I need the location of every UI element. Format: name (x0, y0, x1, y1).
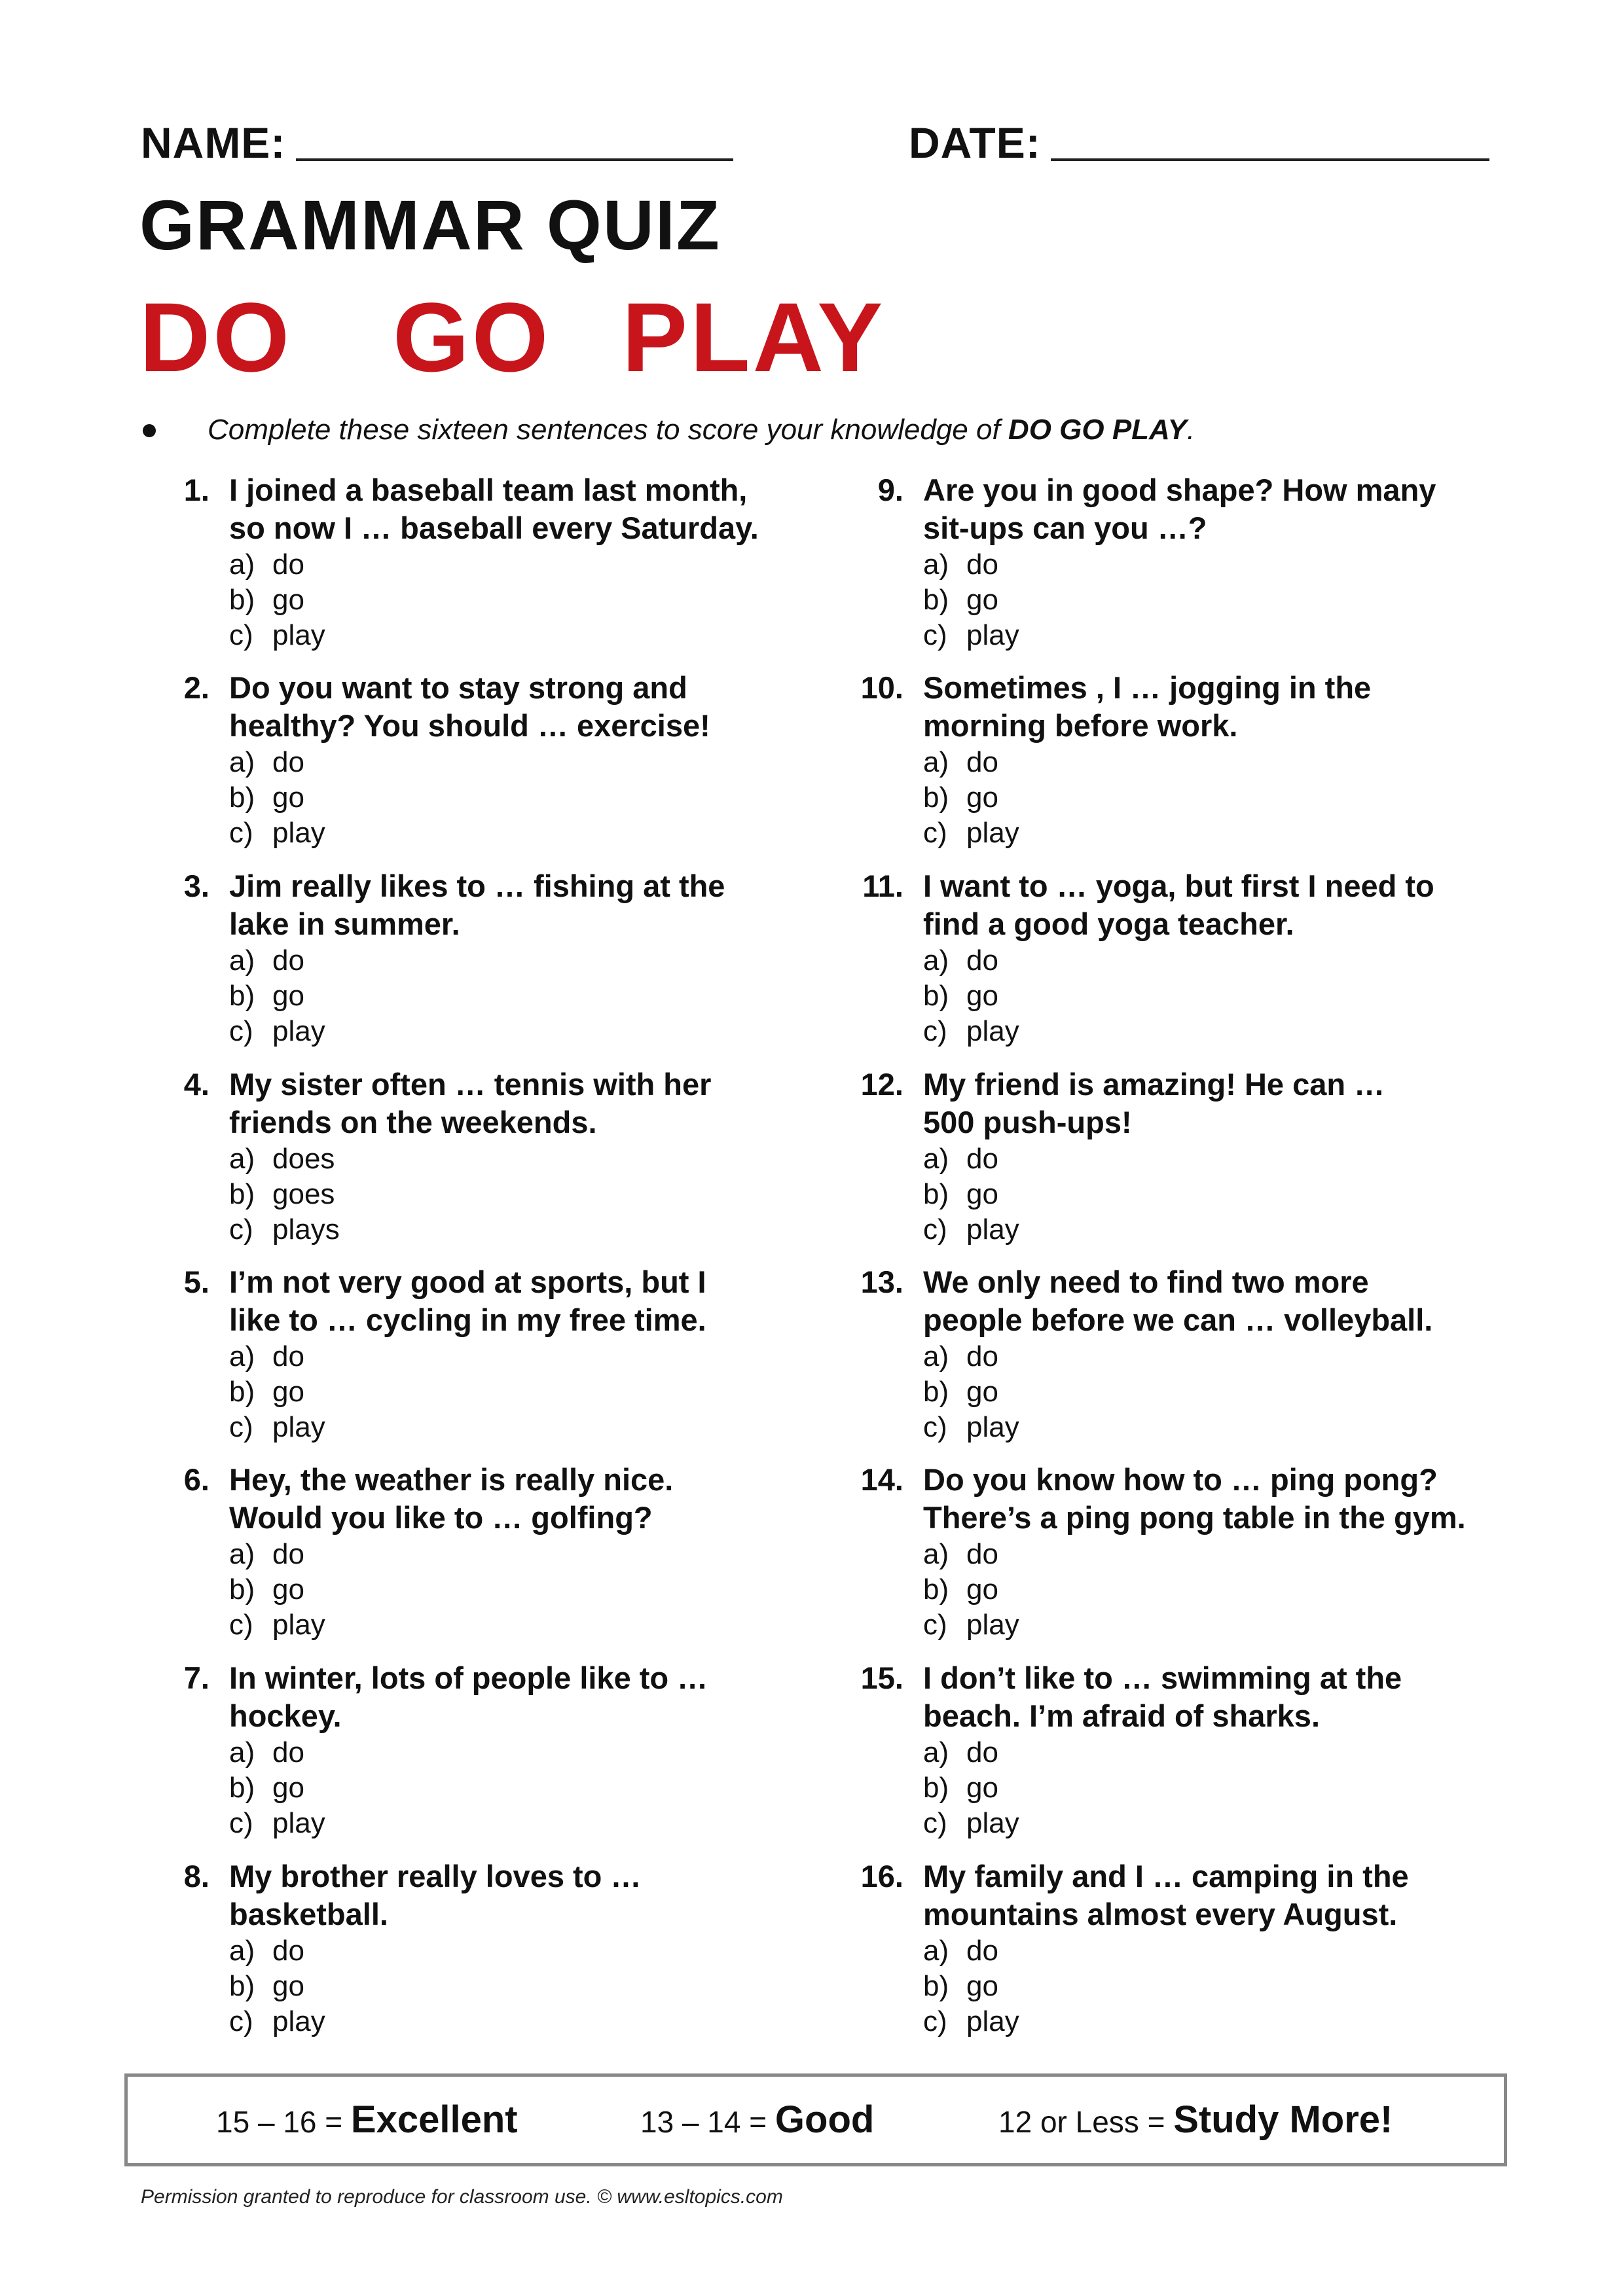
option-text: play (272, 1015, 325, 1047)
answer-option[interactable] (229, 943, 805, 978)
question-item (151, 1857, 805, 2039)
question-text: 500 push-ups! (923, 1105, 1132, 1139)
question-item (151, 669, 805, 851)
answer-option[interactable] (923, 780, 1499, 816)
question-number: 2. (183, 670, 210, 705)
option-text: go (966, 1178, 998, 1210)
option-text: go (966, 1573, 998, 1605)
option-text: go (966, 781, 998, 814)
score-range: 12 or Less = (998, 2105, 1174, 2139)
question-text: We only need to find two more (923, 1265, 1369, 1299)
answer-option[interactable] (229, 1374, 805, 1410)
option-letter: c) (923, 1411, 947, 1443)
option-letter: b) (229, 584, 255, 616)
question-text: My sister often … tennis with her (229, 1067, 712, 1102)
question-text: sit-ups can you …? (923, 511, 1207, 545)
answer-option[interactable] (923, 1410, 1499, 1445)
option-letter: b) (923, 1772, 949, 1804)
question-text: Sometimes , I … jogging in the (923, 670, 1372, 705)
option-text: do (966, 1143, 998, 1175)
question-number: 16. (860, 1859, 903, 1893)
question-text: Do you want to stay strong and (229, 670, 687, 705)
option-letter: b) (923, 1573, 949, 1605)
question-text: Hey, the weather is really nice. (229, 1462, 674, 1497)
question-number: 1. (183, 473, 210, 507)
date-line[interactable] (1051, 158, 1489, 161)
answer-option[interactable] (229, 816, 805, 851)
option-text: goes (272, 1178, 335, 1210)
option-letter: a) (923, 1538, 949, 1570)
option-letter: c) (923, 2005, 947, 2037)
option-text: go (272, 1376, 304, 1408)
answer-option[interactable] (229, 1410, 805, 1445)
option-text: do (272, 1736, 304, 1768)
option-text: do (966, 1340, 998, 1372)
answer-option[interactable] (923, 1933, 1499, 1969)
option-letter: a) (923, 746, 949, 778)
instructions-end: . (1186, 414, 1195, 446)
answer-option[interactable] (229, 1212, 805, 1247)
question-text: lake in summer. (229, 906, 460, 941)
name-line[interactable] (296, 158, 733, 161)
option-letter: b) (229, 1376, 255, 1408)
option-text: play (966, 619, 1019, 651)
answer-option[interactable] (923, 1969, 1499, 2004)
option-letter: a) (923, 944, 949, 977)
option-text: do (272, 548, 304, 581)
option-letter: c) (229, 817, 253, 849)
answer-option[interactable] (923, 1607, 1499, 1643)
option-letter: b) (229, 781, 255, 814)
option-text: do (966, 1538, 998, 1570)
option-letter: a) (923, 1736, 949, 1768)
option-letter: c) (229, 1015, 253, 1047)
score-label: Study More! (1173, 2098, 1393, 2141)
answer-option[interactable] (923, 1014, 1499, 1049)
answer-option[interactable] (229, 1339, 805, 1374)
option-text: go (272, 1573, 304, 1605)
option-letter: c) (229, 619, 253, 651)
option-text: go (966, 1376, 998, 1408)
option-letter: a) (229, 1736, 255, 1768)
subtitle-word-go: GO (393, 282, 551, 392)
option-letter: c) (923, 1015, 947, 1047)
question-text: mountains almost every August. (923, 1897, 1398, 1931)
answer-option[interactable] (229, 1933, 805, 1969)
option-letter: a) (923, 548, 949, 581)
question-text: My family and I … camping in the (923, 1859, 1409, 1893)
answer-option[interactable] (923, 1212, 1499, 1247)
question-text: My friend is amazing! He can … (923, 1067, 1385, 1102)
option-letter: a) (229, 1935, 255, 1967)
question-item (151, 471, 805, 653)
question-item (845, 1263, 1499, 1445)
answer-option[interactable] (923, 1806, 1499, 1841)
question-number: 11. (862, 869, 903, 903)
option-text: plays (272, 1213, 340, 1246)
option-letter: c) (923, 1807, 947, 1839)
option-text: go (272, 1970, 304, 2002)
answer-option[interactable] (229, 547, 805, 583)
question-text: basketball. (229, 1897, 388, 1931)
question-text: so now I … baseball every Saturday. (229, 511, 759, 545)
question-item (151, 1066, 805, 1247)
name-label: NAME: (141, 118, 286, 167)
option-letter: b) (923, 584, 949, 616)
option-text: play (272, 817, 325, 849)
answer-option[interactable] (229, 1572, 805, 1607)
question-number: 8. (183, 1859, 210, 1893)
option-letter: b) (923, 1376, 949, 1408)
answer-option[interactable] (229, 1141, 805, 1177)
answer-option[interactable] (923, 1572, 1499, 1607)
question-text: In winter, lots of people like to … (229, 1660, 708, 1695)
question-number: 6. (183, 1462, 210, 1497)
quiz-title: GRAMMAR QUIZ (139, 185, 721, 264)
option-text: play (272, 619, 325, 651)
option-text: do (272, 1538, 304, 1570)
question-text: healthy? You should … exercise! (229, 708, 710, 743)
question-number: 4. (183, 1067, 210, 1102)
option-letter: b) (229, 980, 255, 1012)
question-text: morning before work. (923, 708, 1238, 743)
option-letter: b) (229, 1573, 255, 1605)
score-range: 15 – 16 = (216, 2105, 351, 2139)
option-text: do (966, 944, 998, 977)
question-item (845, 1461, 1499, 1643)
option-letter: c) (923, 1213, 947, 1246)
score-excellent (216, 2098, 518, 2142)
question-text: There’s a ping pong table in the gym. (923, 1500, 1466, 1535)
option-text: do (272, 746, 304, 778)
option-text: play (966, 1807, 1019, 1839)
answer-option[interactable] (923, 1735, 1499, 1770)
answer-option[interactable] (229, 1735, 805, 1770)
option-text: play (272, 1807, 325, 1839)
question-item (845, 867, 1499, 1049)
option-text: go (272, 781, 304, 814)
option-letter: a) (229, 1340, 255, 1372)
option-text: play (272, 2005, 325, 2037)
option-text: play (272, 1411, 325, 1443)
scoring-box (124, 2073, 1507, 2166)
question-number: 15. (860, 1660, 903, 1695)
option-letter: a) (923, 1935, 949, 1967)
question-number: 10. (860, 670, 903, 705)
answer-option[interactable] (229, 1806, 805, 1841)
answer-option[interactable] (923, 1374, 1499, 1410)
answer-option[interactable] (923, 1339, 1499, 1374)
question-text: My brother really loves to … (229, 1859, 642, 1893)
question-text: find a good yoga teacher. (923, 906, 1294, 941)
question-text: Would you like to … golfing? (229, 1500, 653, 1535)
answer-option[interactable] (229, 1969, 805, 2004)
option-letter: b) (923, 1178, 949, 1210)
option-letter: c) (923, 619, 947, 651)
option-letter: a) (229, 746, 255, 778)
option-letter: b) (229, 1772, 255, 1804)
subtitle-word-do: DO (139, 282, 292, 392)
answer-option[interactable] (229, 780, 805, 816)
option-text: play (966, 1015, 1019, 1047)
answer-option[interactable] (229, 2004, 805, 2039)
question-item (845, 1659, 1499, 1841)
question-text: Do you know how to … ping pong? (923, 1462, 1438, 1497)
score-good (640, 2098, 874, 2142)
answer-option[interactable] (923, 816, 1499, 851)
option-text: go (272, 584, 304, 616)
option-letter: b) (923, 1970, 949, 2002)
answer-option[interactable] (923, 1770, 1499, 1806)
answer-option[interactable] (923, 2004, 1499, 2039)
option-text: go (966, 980, 998, 1012)
option-text: play (272, 1609, 325, 1641)
question-number: 9. (877, 473, 903, 507)
answer-option[interactable] (923, 1177, 1499, 1212)
option-letter: b) (923, 781, 949, 814)
option-letter: a) (229, 1143, 255, 1175)
option-letter: c) (229, 1609, 253, 1641)
option-text: do (272, 1340, 304, 1372)
instructions (208, 414, 1195, 446)
option-text: play (966, 1609, 1019, 1641)
question-item (151, 867, 805, 1049)
answer-option[interactable] (229, 745, 805, 780)
answer-option[interactable] (923, 978, 1499, 1014)
answer-option[interactable] (923, 583, 1499, 618)
option-letter: c) (229, 1213, 253, 1246)
option-letter: c) (229, 1411, 253, 1443)
instructions-text: Complete these sixteen sentences to score your knowledge of (208, 414, 1008, 446)
option-letter: b) (923, 980, 949, 1012)
question-text: hockey. (229, 1698, 342, 1733)
question-text: I joined a baseball team last month, (229, 473, 748, 507)
option-text: play (966, 1411, 1019, 1443)
question-text: I don’t like to … swimming at the (923, 1660, 1402, 1695)
option-text: do (966, 1736, 998, 1768)
question-number: 12. (860, 1067, 903, 1102)
question-item (845, 669, 1499, 851)
bullet-icon (143, 424, 156, 437)
question-text: people before we can … volleyball. (923, 1302, 1433, 1337)
answer-option[interactable] (923, 1141, 1499, 1177)
option-text: do (966, 746, 998, 778)
option-letter: a) (923, 1340, 949, 1372)
question-text: I want to … yoga, but first I need to (923, 869, 1434, 903)
option-letter: a) (229, 944, 255, 977)
question-number: 14. (860, 1462, 903, 1497)
option-text: go (272, 980, 304, 1012)
question-item (151, 1461, 805, 1643)
option-text: do (272, 1935, 304, 1967)
option-text: go (966, 1970, 998, 2002)
answer-option[interactable] (923, 745, 1499, 780)
option-text: do (272, 944, 304, 977)
option-text: go (966, 1772, 998, 1804)
option-letter: c) (229, 1807, 253, 1839)
option-text: play (966, 2005, 1019, 2037)
instructions-emphasis: DO GO PLAY (1008, 414, 1187, 446)
option-letter: a) (229, 1538, 255, 1570)
option-letter: b) (229, 1970, 255, 2002)
answer-option[interactable] (923, 618, 1499, 653)
answer-option[interactable] (229, 583, 805, 618)
option-text: play (966, 817, 1019, 849)
option-text: do (966, 1935, 998, 1967)
answer-option[interactable] (923, 943, 1499, 978)
question-text: friends on the weekends. (229, 1105, 597, 1139)
option-letter: c) (923, 817, 947, 849)
question-text: Are you in good shape? How many (923, 473, 1436, 507)
option-text: go (966, 584, 998, 616)
subtitle-word-play: PLAY (622, 282, 886, 392)
question-number: 7. (183, 1660, 210, 1695)
answer-option[interactable] (923, 547, 1499, 583)
option-letter: c) (923, 1609, 947, 1641)
question-number: 3. (183, 869, 210, 903)
answer-option[interactable] (229, 1607, 805, 1643)
answer-option[interactable] (229, 1014, 805, 1049)
option-letter: b) (229, 1178, 255, 1210)
score-label: Excellent (350, 2098, 518, 2141)
question-text: I’m not very good at sports, but I (229, 1265, 706, 1299)
score-range: 13 – 14 = (640, 2105, 775, 2139)
date-label: DATE: (909, 118, 1041, 167)
answer-option[interactable] (229, 1177, 805, 1212)
question-text: Jim really likes to … fishing at the (229, 869, 725, 903)
question-text: like to … cycling in my free time. (229, 1302, 706, 1337)
question-item (845, 1066, 1499, 1247)
option-text: play (966, 1213, 1019, 1246)
option-text: does (272, 1143, 335, 1175)
answer-option[interactable] (923, 1537, 1499, 1572)
question-item (845, 1857, 1499, 2039)
question-number: 13. (860, 1265, 903, 1299)
question-item (845, 471, 1499, 653)
option-letter: a) (229, 548, 255, 581)
option-letter: a) (923, 1143, 949, 1175)
question-number: 5. (183, 1265, 210, 1299)
footer-permission: Permission granted to reproduce for classroom use. © www.esltopics.com (141, 2186, 783, 2208)
option-letter: c) (229, 2005, 253, 2037)
option-text: do (966, 548, 998, 581)
score-study-more (998, 2098, 1393, 2142)
answer-option[interactable] (229, 1770, 805, 1806)
question-text: beach. I’m afraid of sharks. (923, 1698, 1320, 1733)
question-item (151, 1659, 805, 1841)
answer-option[interactable] (229, 618, 805, 653)
score-label: Good (775, 2098, 875, 2141)
option-text: go (272, 1772, 304, 1804)
question-item (151, 1263, 805, 1445)
answer-option[interactable] (229, 1537, 805, 1572)
answer-option[interactable] (229, 978, 805, 1014)
